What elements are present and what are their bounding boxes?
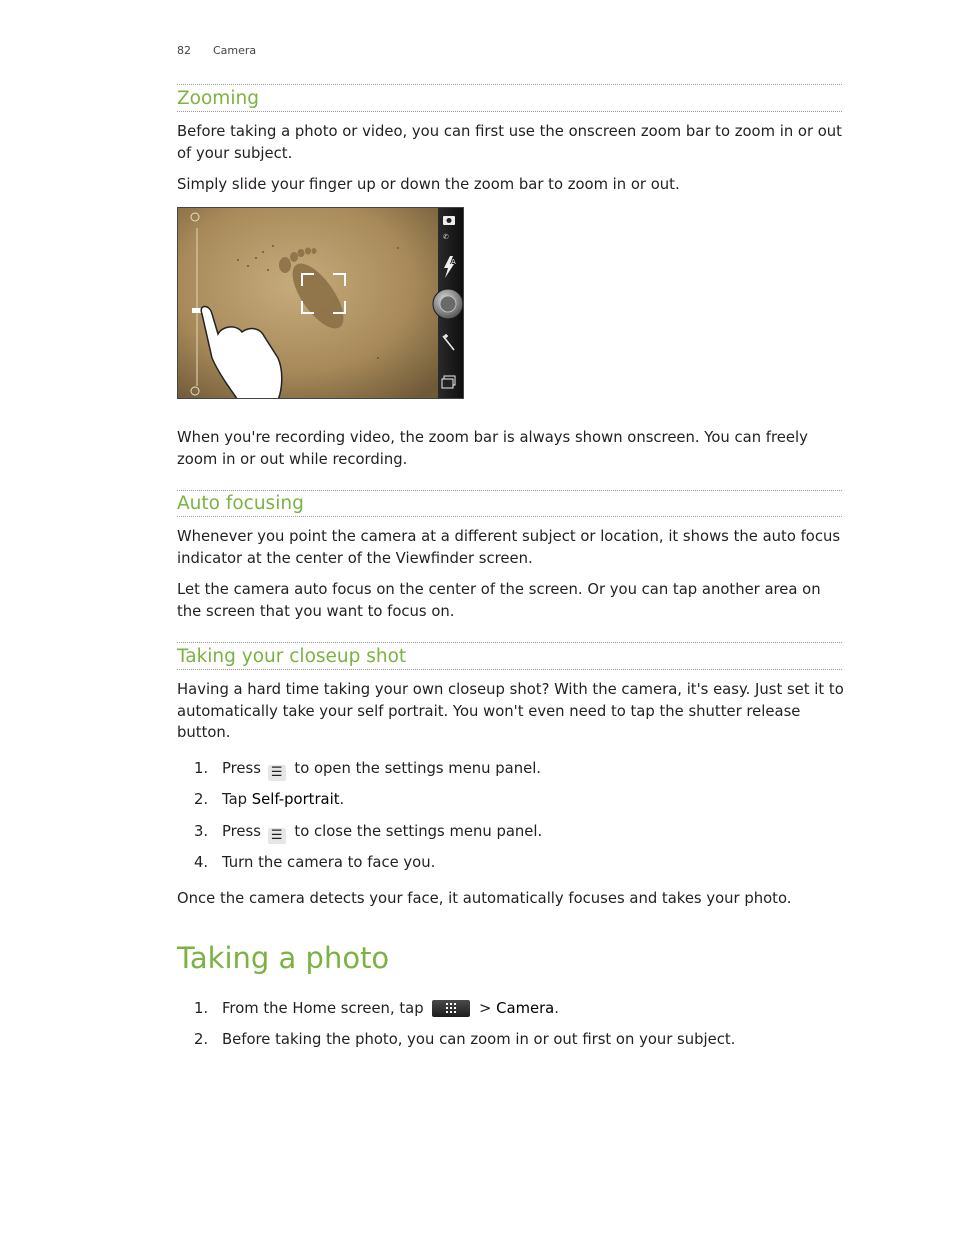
svg-text:✆: ✆ xyxy=(443,233,449,241)
section-rule-bottom xyxy=(177,669,842,670)
menu-icon: ☰ xyxy=(268,828,286,844)
menu-icon: ☰ xyxy=(268,765,286,781)
step-number: 2. xyxy=(194,791,209,808)
step-text: Before taking the photo, you can zoom in or out first on your subject. xyxy=(222,1031,736,1048)
heading-auto-focusing: Auto focusing xyxy=(177,493,304,514)
step-text: to close the settings menu panel. xyxy=(294,823,543,840)
zooming-paragraph-1: Before taking a photo or video, you can first use the onscreen zoom bar to zoom in or out of your subject. xyxy=(177,123,842,162)
list-item xyxy=(194,821,542,844)
section-rule-top xyxy=(177,84,842,85)
list-item xyxy=(194,998,559,1019)
list-item xyxy=(194,789,344,810)
camera-viewfinder-screenshot xyxy=(177,207,464,399)
section-rule-bottom xyxy=(177,111,842,112)
list-item xyxy=(194,1029,735,1050)
zooming-paragraph-3: When you're recording video, the zoom bar is always shown onscreen. You can freely zoom in or out while recording. xyxy=(177,429,808,468)
section-rule-bottom xyxy=(177,516,842,517)
step-text: . xyxy=(554,1000,559,1017)
section-name: Camera xyxy=(213,44,257,57)
camera-app-label: Camera xyxy=(496,1000,555,1017)
heading-zooming: Zooming xyxy=(177,88,259,109)
shutter-button[interactable] xyxy=(433,289,463,319)
step-text: to open the settings menu panel. xyxy=(294,760,542,777)
step-text: From the Home screen, tap xyxy=(222,1000,424,1017)
auto-focus-paragraph-2: Let the camera auto focus on the center of the screen. Or you can tap another area on the screen that you want to focus on. xyxy=(177,581,821,620)
running-header xyxy=(177,44,256,57)
self-portrait-option: Self-portrait xyxy=(251,791,340,808)
step-number: 4. xyxy=(194,854,209,871)
closeup-paragraph-2: Once the camera detects your face, it automatically focuses and takes your photo. xyxy=(177,890,792,907)
step-text: Press xyxy=(222,760,261,777)
step-text: > xyxy=(479,1000,492,1017)
section-rule-top xyxy=(177,490,842,491)
step-text: . xyxy=(339,791,345,808)
heading-closeup-shot: Taking your closeup shot xyxy=(177,646,407,667)
page-number: 82 xyxy=(177,44,191,57)
section-rule-top xyxy=(177,642,842,643)
viewfinder-illustration xyxy=(178,208,464,399)
step-number: 2. xyxy=(194,1031,209,1048)
list-item xyxy=(194,852,435,873)
step-text: Tap xyxy=(222,791,248,808)
step-number: 3. xyxy=(194,823,209,840)
auto-focus-paragraph-1: Whenever you point the camera at a different subject or location, it shows the auto focus indicator at the center of the Viewfinder screen. xyxy=(177,528,841,567)
list-item xyxy=(194,758,541,781)
closeup-paragraph-1: Having a hard time taking your own closeup shot? With the camera, it's easy. Just set it to automatically take your self portrait. You won't even need to tap the shutter release button. xyxy=(177,681,844,742)
step-number: 1. xyxy=(194,760,209,777)
step-text: Press xyxy=(222,823,261,840)
step-number: 1. xyxy=(194,1000,209,1017)
svg-text:A: A xyxy=(451,258,456,266)
all-apps-icon xyxy=(432,1000,470,1017)
step-text: Turn the camera to face you. xyxy=(222,854,436,871)
heading-taking-a-photo: Taking a photo xyxy=(177,941,390,975)
zooming-paragraph-2: Simply slide your finger up or down the zoom bar to zoom in or out. xyxy=(177,176,680,193)
